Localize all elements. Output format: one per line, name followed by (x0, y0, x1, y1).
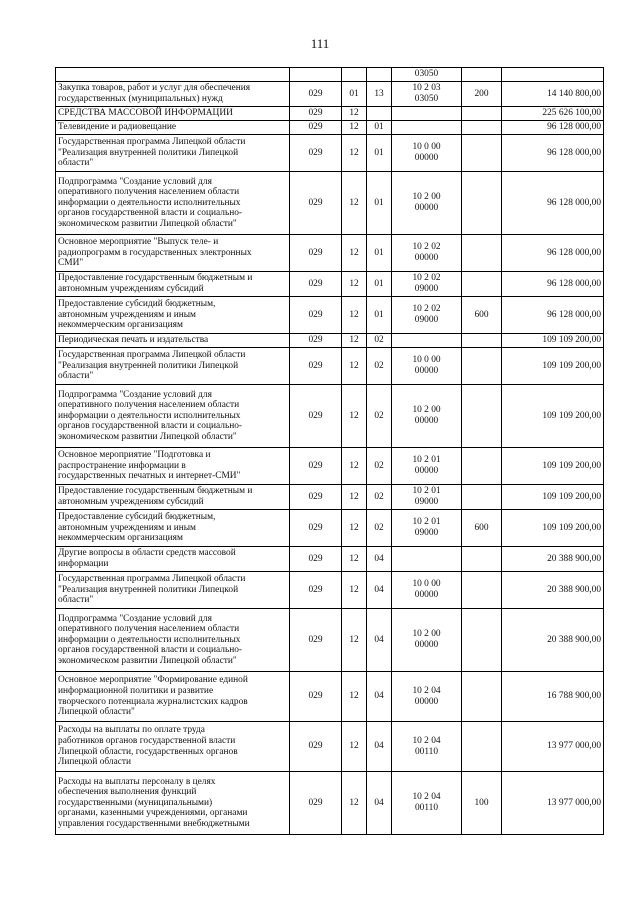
row-target-article-cell (392, 121, 462, 135)
row-amount-cell: 20 388 900,00 (502, 609, 604, 672)
row-section-cell: 12 (342, 235, 367, 272)
row-expense-type-cell: 100 (462, 772, 502, 835)
row-grbs-cell: 029 (290, 609, 342, 672)
row-grbs-cell: 029 (290, 547, 342, 572)
row-target-article-cell (392, 107, 462, 121)
row-section-cell: 12 (342, 348, 367, 385)
row-subsection-cell: 04 (367, 572, 392, 609)
row-name-cell: СРЕДСТВА МАССОВОЙ ИНФОРМАЦИИ (56, 107, 290, 121)
row-name-cell: Расходы на выплаты по оплате труда работников органов государственной власти Липецкой области, государственных органов Липецкой области (56, 722, 290, 772)
table-row (56, 334, 604, 348)
row-subsection-cell: 01 (367, 121, 392, 135)
row-name-cell: Предоставление субсидий бюджетным, автономным учреждениям и иным некоммерческим организациям (56, 510, 290, 547)
table-row (56, 235, 604, 272)
row-name-cell: Подпрограмма "Создание условий для оперативного получения населением области информации о деятельности исполнительных органов государственной власти и социально- экономическом развитии Липецкой области" (56, 172, 290, 235)
row-subsection-cell: 02 (367, 334, 392, 348)
table-row (56, 297, 604, 334)
row-expense-type-cell (462, 121, 502, 135)
row-target-article-cell: 10 2 04 00110 (392, 772, 462, 835)
row-subsection-cell (367, 68, 392, 82)
row-amount-cell (502, 68, 604, 82)
row-subsection-cell: 04 (367, 547, 392, 572)
row-amount-cell: 109 109 200,00 (502, 485, 604, 510)
row-subsection-cell: 02 (367, 485, 392, 510)
budget-table-body (56, 68, 604, 835)
row-section-cell (342, 68, 367, 82)
row-target-article-cell: 10 2 04 00000 (392, 672, 462, 722)
row-expense-type-cell (462, 485, 502, 510)
row-section-cell: 12 (342, 572, 367, 609)
row-target-article-cell: 10 0 00 00000 (392, 572, 462, 609)
row-subsection-cell: 01 (367, 297, 392, 334)
row-subsection-cell (367, 107, 392, 121)
table-row (56, 172, 604, 235)
budget-table (55, 67, 604, 835)
row-grbs-cell: 029 (290, 348, 342, 385)
row-grbs-cell: 029 (290, 722, 342, 772)
row-grbs-cell: 029 (290, 334, 342, 348)
row-target-article-cell: 10 0 00 00000 (392, 348, 462, 385)
row-amount-cell: 96 128 000,00 (502, 135, 604, 172)
page-number: 111 (310, 36, 330, 51)
row-expense-type-cell (462, 235, 502, 272)
row-target-article-cell: 10 2 00 00000 (392, 609, 462, 672)
row-grbs-cell: 029 (290, 448, 342, 485)
row-amount-cell: 225 626 100,00 (502, 107, 604, 121)
row-grbs-cell: 029 (290, 772, 342, 835)
row-name-cell: Закупка товаров, работ и услуг для обеспечения государственных (муниципальных) нужд (56, 82, 290, 107)
row-expense-type-cell (462, 609, 502, 672)
table-row (56, 722, 604, 772)
row-amount-cell: 14 140 800,00 (502, 82, 604, 107)
row-name-cell: Предоставление государственным бюджетным и автономным учреждениям субсидий (56, 272, 290, 297)
table-row (56, 772, 604, 835)
row-grbs-cell: 029 (290, 672, 342, 722)
row-expense-type-cell (462, 448, 502, 485)
table-row (56, 68, 604, 82)
row-expense-type-cell (462, 107, 502, 121)
table-row (56, 510, 604, 547)
row-subsection-cell: 01 (367, 172, 392, 235)
row-section-cell: 12 (342, 448, 367, 485)
table-row (56, 609, 604, 672)
row-name-cell: Предоставление субсидий бюджетным, автономным учреждениям и иным некоммерческим организациям (56, 297, 290, 334)
row-subsection-cell: 02 (367, 348, 392, 385)
row-section-cell: 12 (342, 272, 367, 297)
row-name-cell: Основное мероприятие "Выпуск теле- и радиопрограмм в государственных электронных СМИ" (56, 235, 290, 272)
row-amount-cell: 96 128 000,00 (502, 272, 604, 297)
row-target-article-cell (392, 547, 462, 572)
row-name-cell (56, 68, 290, 82)
row-target-article-cell: 10 2 02 09000 (392, 297, 462, 334)
row-expense-type-cell (462, 722, 502, 772)
row-section-cell: 12 (342, 772, 367, 835)
row-name-cell: Основное мероприятие "Подготовка и распространение информации в государственных печатных и интернет-СМИ" (56, 448, 290, 485)
table-row (56, 572, 604, 609)
row-name-cell: Расходы на выплаты персоналу в целях обеспечения выполнения функций государственными (муниципальными) органами, казенными учреждениями, органами управления государственными внебюджетными (56, 772, 290, 835)
row-subsection-cell: 04 (367, 772, 392, 835)
table-row (56, 121, 604, 135)
row-grbs-cell: 029 (290, 510, 342, 547)
row-grbs-cell: 029 (290, 135, 342, 172)
row-name-cell: Подпрограмма "Создание условий для оперативного получения населением области информации о деятельности исполнительных органов государственной власти и социально- экономическом развитии Липецкой области" (56, 385, 290, 448)
row-amount-cell: 96 128 000,00 (502, 172, 604, 235)
table-row (56, 82, 604, 107)
row-subsection-cell: 02 (367, 510, 392, 547)
row-subsection-cell: 13 (367, 82, 392, 107)
row-section-cell: 12 (342, 485, 367, 510)
row-amount-cell: 109 109 200,00 (502, 348, 604, 385)
row-expense-type-cell: 600 (462, 297, 502, 334)
row-section-cell: 12 (342, 107, 367, 121)
table-row (56, 385, 604, 448)
row-section-cell: 12 (342, 609, 367, 672)
row-subsection-cell: 02 (367, 385, 392, 448)
row-name-cell: Периодическая печать и издательства (56, 334, 290, 348)
row-expense-type-cell (462, 135, 502, 172)
row-target-article-cell: 10 2 01 09000 (392, 510, 462, 547)
row-section-cell: 12 (342, 510, 367, 547)
row-target-article-cell: 10 2 01 09000 (392, 485, 462, 510)
row-name-cell: Подпрограмма "Создание условий для оперативного получения населением области информации о деятельности исполнительных органов государственной власти и социально- экономическом развитии Липецкой области" (56, 609, 290, 672)
row-subsection-cell: 01 (367, 272, 392, 297)
row-amount-cell: 109 109 200,00 (502, 334, 604, 348)
row-section-cell: 12 (342, 135, 367, 172)
row-amount-cell: 13 977 000,00 (502, 722, 604, 772)
row-name-cell: Предоставление государственным бюджетным и автономным учреждениям субсидий (56, 485, 290, 510)
row-expense-type-cell (462, 68, 502, 82)
row-subsection-cell: 01 (367, 135, 392, 172)
row-expense-type-cell (462, 272, 502, 297)
row-subsection-cell: 04 (367, 722, 392, 772)
row-amount-cell: 20 388 900,00 (502, 547, 604, 572)
row-amount-cell: 13 977 000,00 (502, 772, 604, 835)
row-amount-cell: 109 109 200,00 (502, 385, 604, 448)
row-section-cell: 12 (342, 672, 367, 722)
row-grbs-cell: 029 (290, 385, 342, 448)
row-target-article-cell: 10 0 00 00000 (392, 135, 462, 172)
row-amount-cell: 96 128 000,00 (502, 121, 604, 135)
row-grbs-cell: 029 (290, 82, 342, 107)
row-name-cell: Основное мероприятие "Формирование единой информационной политики и развитие творческого потенциала журналистских кадров Липецкой области" (56, 672, 290, 722)
row-subsection-cell: 04 (367, 672, 392, 722)
row-target-article-cell: 10 2 02 00000 (392, 235, 462, 272)
row-section-cell: 01 (342, 82, 367, 107)
row-section-cell: 12 (342, 121, 367, 135)
row-section-cell: 12 (342, 334, 367, 348)
row-section-cell: 12 (342, 297, 367, 334)
row-amount-cell: 16 788 900,00 (502, 672, 604, 722)
row-name-cell: Другие вопросы в области средств массовой информации (56, 547, 290, 572)
row-target-article-cell: 10 2 04 00110 (392, 722, 462, 772)
row-expense-type-cell (462, 348, 502, 385)
row-grbs-cell: 029 (290, 272, 342, 297)
row-target-article-cell: 10 2 03 03050 (392, 82, 462, 107)
row-amount-cell: 109 109 200,00 (502, 510, 604, 547)
table-row (56, 272, 604, 297)
row-section-cell: 12 (342, 385, 367, 448)
row-name-cell: Государственная программа Липецкой области "Реализация внутренней политики Липецкой области" (56, 572, 290, 609)
row-expense-type-cell (462, 385, 502, 448)
row-grbs-cell: 029 (290, 121, 342, 135)
row-target-article-cell: 03050 (392, 68, 462, 82)
row-name-cell: Государственная программа Липецкой области "Реализация внутренней политики Липецкой области" (56, 135, 290, 172)
row-expense-type-cell (462, 572, 502, 609)
row-target-article-cell: 10 2 02 09000 (392, 272, 462, 297)
row-target-article-cell: 10 2 00 00000 (392, 172, 462, 235)
table-row (56, 448, 604, 485)
row-subsection-cell: 02 (367, 448, 392, 485)
row-grbs-cell: 029 (290, 172, 342, 235)
table-row (56, 547, 604, 572)
row-expense-type-cell (462, 672, 502, 722)
row-subsection-cell: 04 (367, 609, 392, 672)
row-amount-cell: 20 388 900,00 (502, 572, 604, 609)
table-row (56, 107, 604, 121)
row-expense-type-cell (462, 172, 502, 235)
row-grbs-cell: 029 (290, 297, 342, 334)
row-subsection-cell: 01 (367, 235, 392, 272)
row-expense-type-cell (462, 334, 502, 348)
row-section-cell: 12 (342, 172, 367, 235)
row-target-article-cell: 10 2 00 00000 (392, 385, 462, 448)
row-grbs-cell: 029 (290, 235, 342, 272)
row-amount-cell: 96 128 000,00 (502, 235, 604, 272)
row-amount-cell: 96 128 000,00 (502, 297, 604, 334)
row-grbs-cell (290, 68, 342, 82)
row-name-cell: Телевидение и радиовещание (56, 121, 290, 135)
row-amount-cell: 109 109 200,00 (502, 448, 604, 485)
row-grbs-cell: 029 (290, 572, 342, 609)
row-target-article-cell: 10 2 01 00000 (392, 448, 462, 485)
table-row (56, 135, 604, 172)
table-row (56, 672, 604, 722)
row-grbs-cell: 029 (290, 485, 342, 510)
row-expense-type-cell: 600 (462, 510, 502, 547)
row-target-article-cell (392, 334, 462, 348)
table-row (56, 485, 604, 510)
row-expense-type-cell (462, 547, 502, 572)
row-section-cell: 12 (342, 547, 367, 572)
row-section-cell: 12 (342, 722, 367, 772)
row-expense-type-cell: 200 (462, 82, 502, 107)
row-grbs-cell: 029 (290, 107, 342, 121)
row-name-cell: Государственная программа Липецкой области "Реализация внутренней политики Липецкой области" (56, 348, 290, 385)
table-row (56, 348, 604, 385)
